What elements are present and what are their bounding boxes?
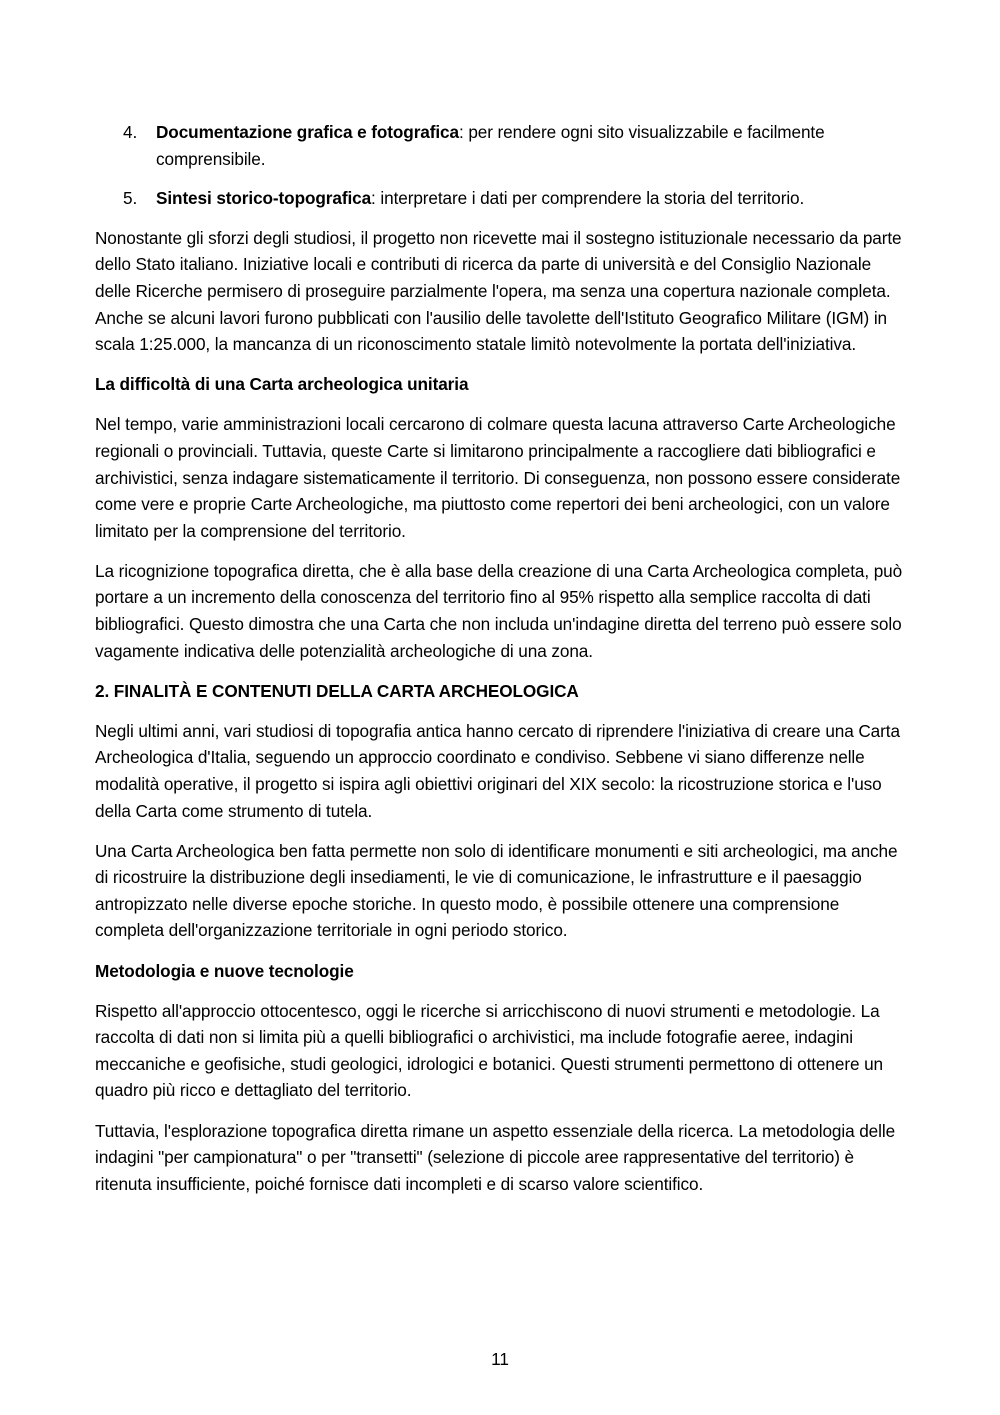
paragraph: Rispetto all'approccio ottocentesco, oggi le ricerche si arricchiscono di nuovi strumenti e metodologie. La raccolta di dati non si limita più a quelli bibliografici o archivistici, ma include fotografie aeree, indagini meccaniche e geofisiche, studi geologici, idrologici e botanici. Questi strumenti permettono di ottenere un quadro più ricco e dettagliato del territorio. [95, 1000, 884, 1101]
list-item-number: 5. [123, 188, 138, 209]
list-item-text: : interpretare i dati per comprendere la storia del territorio. [371, 188, 805, 209]
list-item-term: Sintesi storico-topografica [156, 188, 372, 209]
paragraph: La ricognizione topografica diretta, che è alla base della creazione di una Carta Archeologica completa, può portare a un incremento della conoscenza del territorio fino al 95% rispetto alla semplice raccolta di dati bibliografici. Questo dimostra che una Carta che non includa un'indagine diretta del terreno può essere solo vagamente indicativa delle potenzialità archeologiche di una zona. [95, 560, 903, 661]
paragraph: Nonostante gli sforzi degli studiosi, il progetto non ricevette mai il sostegno istituzionale necessario da parte dello Stato italiano. Iniziative locali e contributi di ricerca da parte di università e del Consiglio Nazionale delle Ricerche permisero di proseguire parzialmente l'opera, ma senza una copertura nazionale completa. Anche se alcuni lavori furono pubblicati con l'ausilio delle tavolette dell'Istituto Geografico Militare (IGM) in scala 1:25.000, la mancanza di un riconoscimento statale limitò notevolmente la portata dell'iniziativa. [95, 227, 902, 355]
list-item-text: : per rendere ogni sito visualizzabile e facilmente comprensibile. [156, 122, 825, 169]
section-heading: Metodologia e nuove tecnologie [95, 960, 354, 981]
chapter-heading: 2. FINALITÀ E CONTENUTI DELLA CARTA ARCHEOLOGICA [95, 680, 579, 701]
list-item [95, 119, 910, 172]
list-item-term: Documentazione grafica e fotografica [156, 122, 459, 142]
page-content [95, 119, 910, 1211]
section-heading: La difficoltà di una Carta archeologica unitaria [95, 374, 469, 395]
paragraph: Negli ultimi anni, vari studiosi di topografia antica hanno cercato di riprendere l'iniziativa di creare una Carta Archeologica d'Italia, seguendo un approccio coordinato e condiviso. Sebbene vi siano differenze nelle modalità operative, il progetto si ispira agli obiettivi originari del XIX secolo: la ricostruzione storica e l'uso della Carta come strumento di tutela. [95, 720, 900, 821]
numbered-list [95, 119, 910, 212]
paragraph: Una Carta Archeologica ben fatta permette non solo di identificare monumenti e siti archeologici, ma anche di ricostruire la distribuzione degli insediamenti, le vie di comunicazione, le infrastrutture e il paesaggio antropizzato nelle diverse epoche storiche. In questo modo, è possibile ottenere una comprensione completa dell'organizzazione territoriale in ogni periodo storico. [95, 840, 898, 941]
paragraph: Tuttavia, l'esplorazione topografica diretta rimane un aspetto essenziale della ricerca. La metodologia delle indagini "per campionatura" o per "transetti" (selezione di piccole aree rappresentative del territorio) è ritenuta insufficiente, poiché fornisce dati incompleti e di scarso valore scientifico. [95, 1120, 896, 1194]
list-item-number: 4. [123, 122, 138, 142]
page-number: 11 [491, 1349, 509, 1369]
list-item [95, 185, 910, 212]
paragraph: Nel tempo, varie amministrazioni locali cercarono di colmare questa lacuna attraverso Carte Archeologiche regionali o provinciali. Tuttavia, queste Carte si limitarono principalmente a raccogliere dati bibliografici e archivistici, senza indagare sistematicamente il territorio. Di conseguenza, non possono essere considerate come vere e proprie Carte Archeologiche, ma piuttosto come repertori dei beni archeologici, con un valore limitato per la comprensione del territorio. [95, 414, 901, 541]
